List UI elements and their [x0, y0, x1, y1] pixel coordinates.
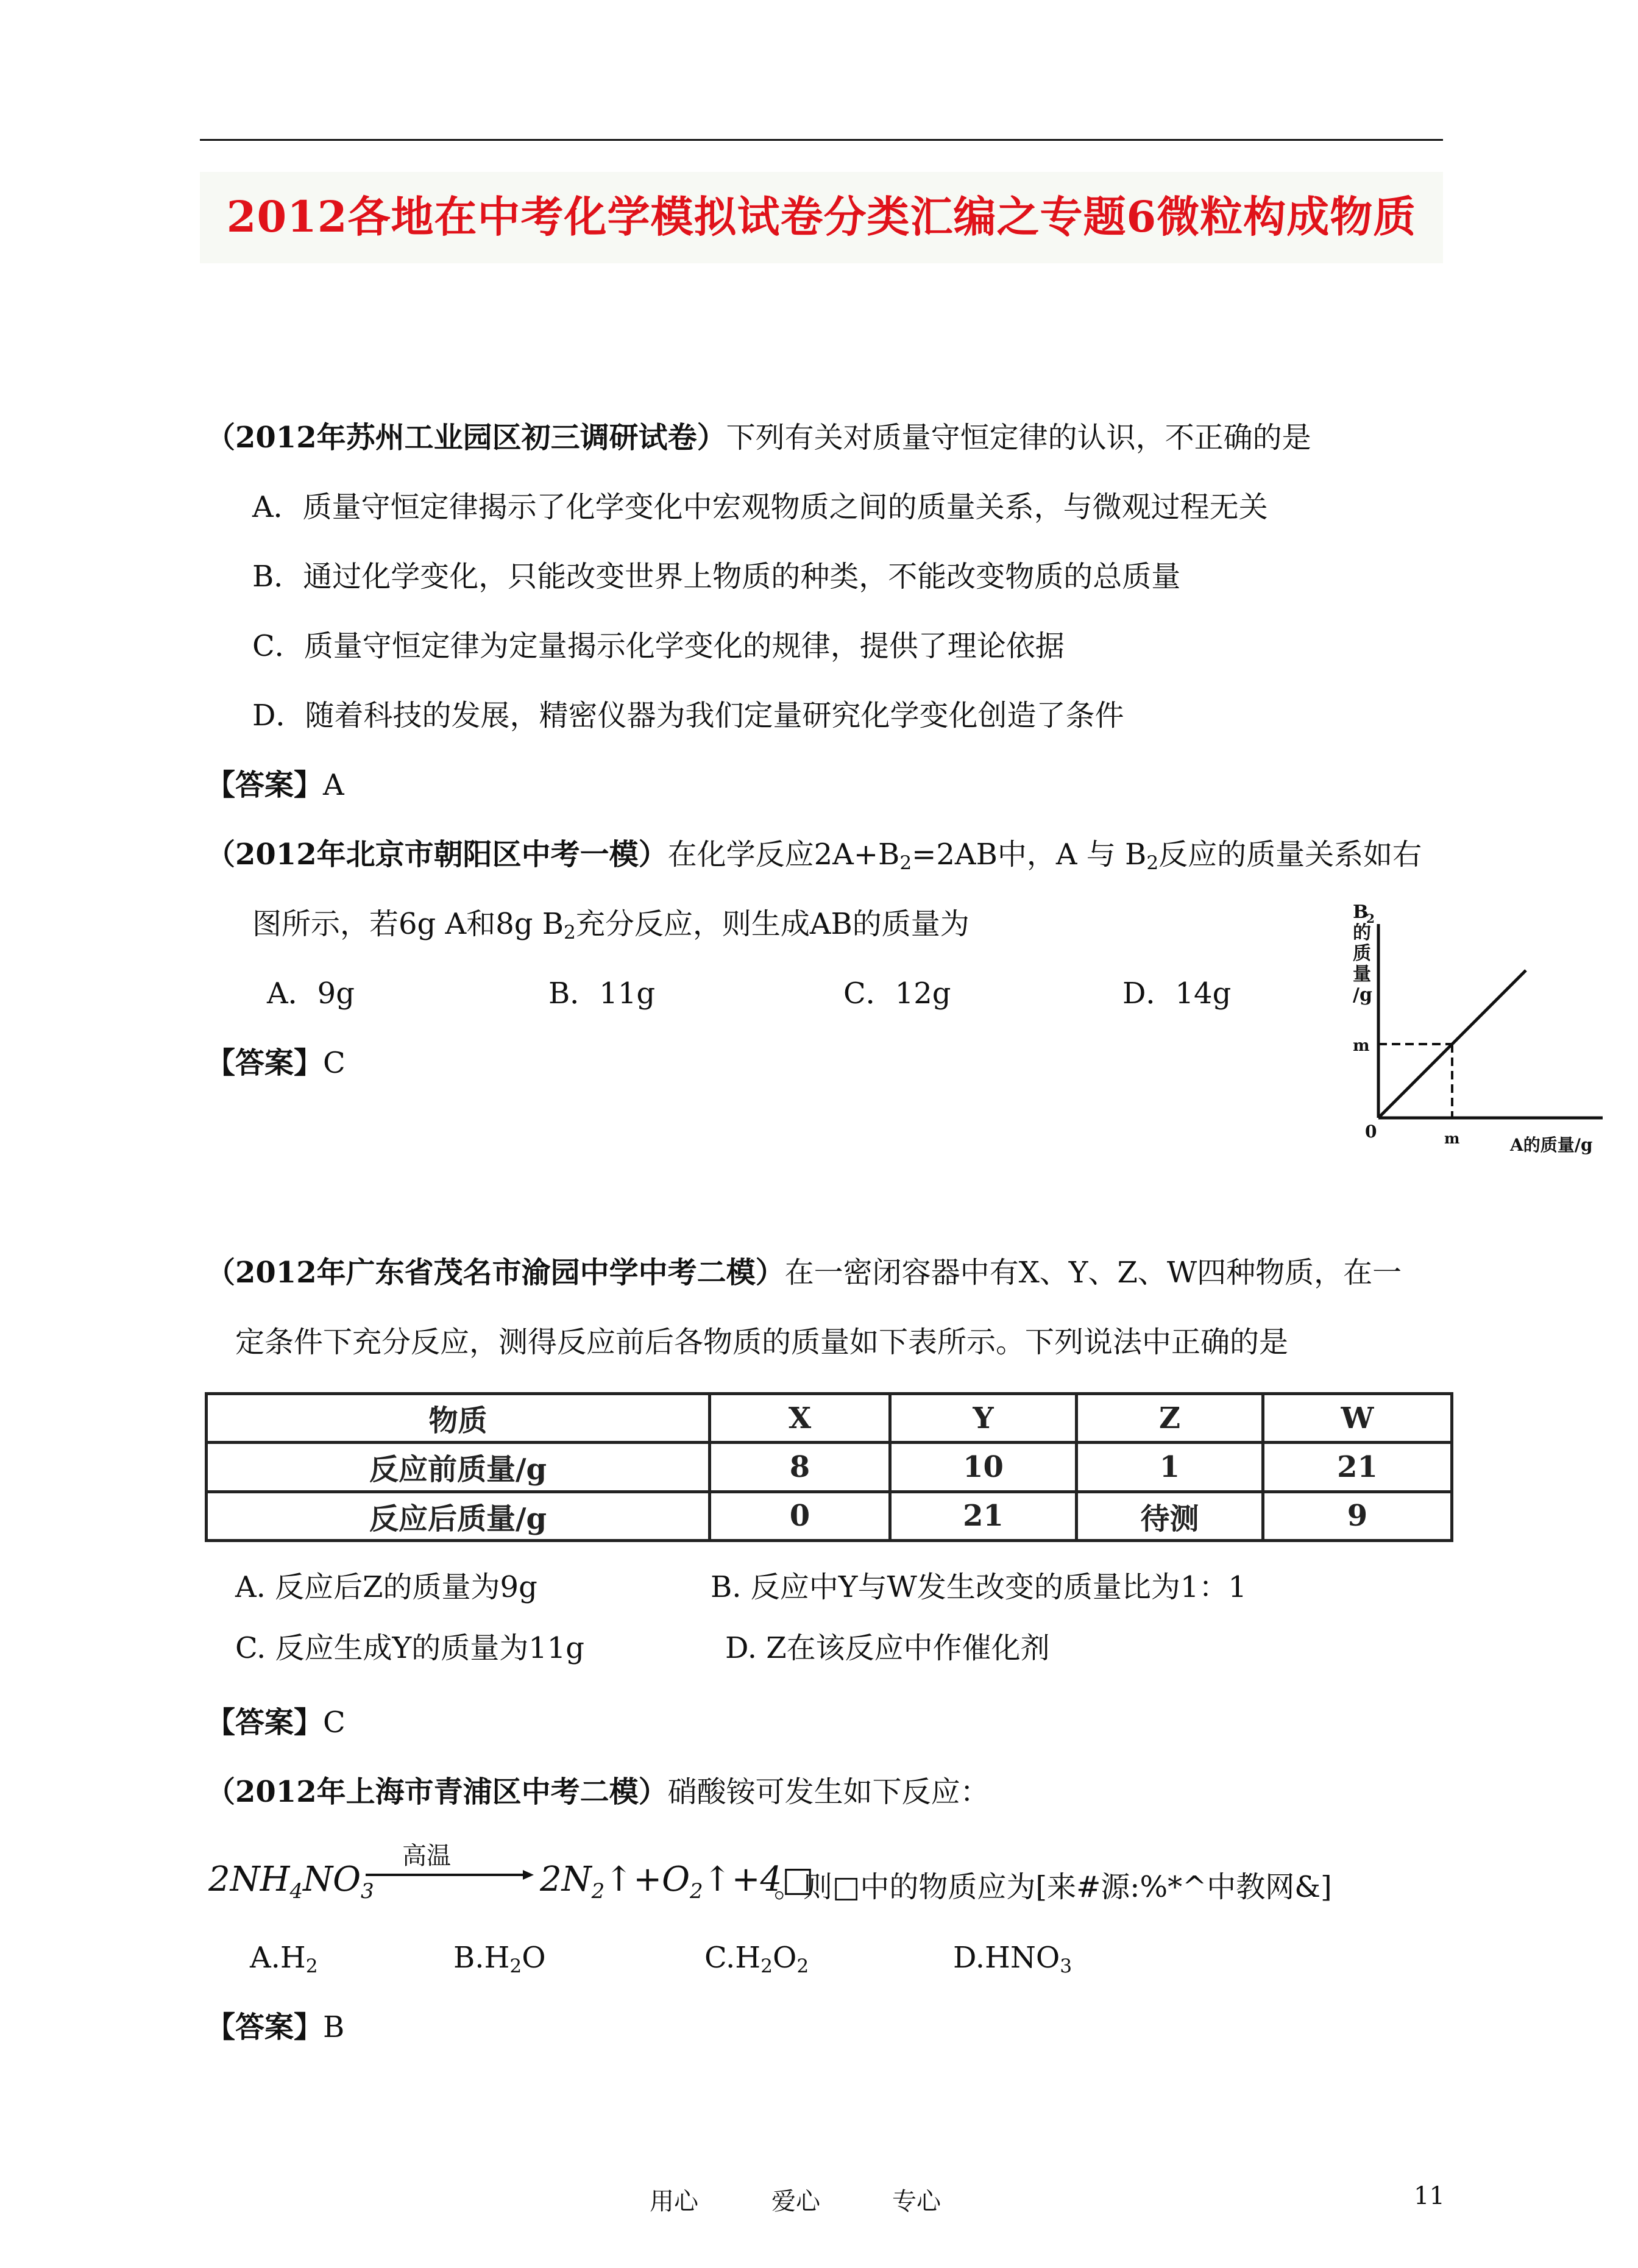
q2-stem-part-c: 反应的质量关系如右 [1158, 837, 1422, 872]
q4-text: 硝酸铵可发生如下反应： [667, 1775, 990, 1809]
footer-item-2: 爱心 [771, 2188, 820, 2216]
q4-option-d-text: D.HNO [953, 1941, 1060, 1975]
q4-option-c-sub: 2 [760, 1955, 773, 1977]
q3-source: （2012年广东省茂名市渝园中学中考二模） [206, 1256, 785, 1290]
table-cell: 21 [890, 1491, 1077, 1540]
q2-sub-2b: 2 [1146, 851, 1159, 874]
chart-y-tick-m: m [1353, 1037, 1370, 1055]
reaction-equation [206, 1835, 815, 1908]
q4-option-a-text: A.H [250, 1941, 306, 1975]
table-header-cell: Z [1077, 1394, 1263, 1443]
table-cell: 21 [1263, 1443, 1452, 1491]
q2-stem-line2 [252, 906, 970, 951]
chart-x-tick-m: m [1444, 1129, 1460, 1147]
q3-option-c: C. 反应生成Y的质量为11g [235, 1631, 585, 1665]
q2-line2-part-a: 图所示，若6g A和8g B [252, 907, 564, 941]
q4-answer-label: 【答案】 [206, 2010, 324, 2044]
q1-answer [206, 767, 344, 803]
q3-stem [206, 1254, 1402, 1291]
table-cell: 反应后质量/g [207, 1491, 710, 1540]
q2-source: （2012年北京市朝阳区中考一模） [206, 837, 668, 872]
eq-right-box: ↑+4□ [703, 1860, 815, 1899]
q2-stem-part-b: =2AB中，A 与 B [912, 837, 1147, 872]
footer-item-3: 专心 [892, 2188, 941, 2216]
table-cell: 0 [710, 1491, 890, 1540]
q1-option-a: A．质量守恒定律揭示了化学变化中宏观物质之间的质量关系，与微观过程无关 [252, 490, 1268, 524]
table-header-cell: Y [890, 1394, 1077, 1443]
footer-item-1: 用心 [650, 2188, 698, 2216]
q2-option-c: C．12g [843, 976, 951, 1011]
q3-answer-value: C [323, 1705, 346, 1740]
chart-y-label-char-4: /g [1353, 984, 1372, 1006]
q3-option-d: D. Z在该反应中作催化剂 [725, 1631, 1050, 1665]
q4-stem [206, 1774, 990, 1810]
q2-sub-2a: 2 [899, 851, 912, 874]
table-header-cell: W [1263, 1394, 1452, 1443]
chart-x-label: A的质量/g [1510, 1135, 1593, 1155]
q3-stem-line2: 定条件下充分反应，测得反应前后各物质的质量如下表所示。下列说法中正确的是 [235, 1325, 1289, 1359]
eq-right [539, 1860, 814, 1904]
table-cell: 9 [1263, 1491, 1452, 1540]
eq-condition: 高温 [402, 1842, 451, 1870]
eq-arrow-head [523, 1870, 534, 1880]
q3-text: 在一密闭容器中有X、Y、Z、W四种物质，在一 [784, 1256, 1402, 1290]
chart-y-label-char-1: 的 [1353, 922, 1371, 944]
eq-left-no: NO [303, 1860, 361, 1899]
q2-stem-part-a: 在化学反应2A+B [667, 837, 900, 872]
q4-option-d-sub: 3 [1060, 1955, 1072, 1977]
q1-answer-value: A [323, 768, 344, 802]
q4-option-c-text: C.H [704, 1941, 761, 1975]
q4-option-c [704, 1939, 809, 1985]
q1-text: 下列有关对质量守恒定律的认识，不正确的是 [726, 421, 1311, 455]
q1-stem [206, 419, 1311, 456]
table-row [207, 1491, 1452, 1540]
q2-option-d: D．14g [1122, 976, 1232, 1011]
table-cell: 反应前质量/g [207, 1443, 710, 1491]
table-cell: 10 [890, 1443, 1077, 1491]
q4-option-b-text: B.H [453, 1941, 510, 1975]
table-header-cell: 物质 [207, 1394, 710, 1443]
q4-answer-value: B [323, 2010, 345, 2044]
chart-y-label-sub: 2 [1366, 911, 1375, 926]
q2-answer-value: C [323, 1046, 346, 1080]
q2-line2-part-b: 充分反应，则生成AB的质量为 [575, 907, 970, 941]
q1-option-d: D．随着科技的发展，精密仪器为我们定量研究化学变化创造了条件 [252, 699, 1124, 733]
table-header-cell: X [710, 1394, 890, 1443]
eq-right-o: ↑+O [604, 1860, 690, 1899]
table-cell: 待测 [1077, 1491, 1263, 1540]
eq-right-sub-2a: 2 [591, 1879, 605, 1904]
q4-option-b-tail: O [522, 1941, 546, 1975]
q3-answer [206, 1704, 346, 1741]
table-header-row [207, 1394, 1452, 1443]
q1-option-c: C．质量守恒定律为定量揭示化学变化的规律，提供了理论依据 [252, 629, 1065, 663]
chart-y-label-char-2: 质 [1353, 943, 1371, 964]
q4-option-a [250, 1939, 318, 1985]
q2-answer-label: 【答案】 [206, 1046, 324, 1080]
q4-option-b-sub: 2 [509, 1955, 522, 1977]
q4-after-equation: 。则□中的物质应为[来#源:%*^中教网&] [774, 1870, 1332, 1904]
q2-sub-2c: 2 [564, 921, 576, 944]
q2-stem [206, 836, 1422, 881]
b2-vs-a-mass-chart [1328, 896, 1621, 1155]
header-rule [200, 139, 1443, 141]
table-cell: 1 [1077, 1443, 1263, 1491]
q2-option-a: A．9g [267, 976, 355, 1011]
eq-left-sub-3: 3 [361, 1879, 374, 1904]
q4-option-b [453, 1939, 546, 1985]
q4-option-c-tail: O [772, 1941, 797, 1975]
q4-source: （2012年上海市青浦区中考二模） [206, 1775, 668, 1809]
chart-y-label-b: B [1353, 901, 1369, 923]
q3-option-a: A. 反应后Z的质量为9g [235, 1570, 537, 1604]
q3-answer-label: 【答案】 [206, 1705, 324, 1740]
q2-answer [206, 1045, 346, 1081]
chart-y-label-char-3: 量 [1353, 964, 1371, 985]
q1-answer-label: 【答案】 [206, 768, 324, 802]
chart-origin: 0 [1365, 1122, 1377, 1142]
q4-option-a-sub: 2 [305, 1955, 318, 1977]
eq-left-sub-4: 4 [289, 1879, 303, 1904]
q4-option-c-sub2: 2 [796, 1955, 809, 1977]
q4-answer [206, 2009, 344, 2046]
q1-option-b: B．通过化学变化，只能改变世界上物质的种类，不能改变物质的总质量 [252, 560, 1181, 594]
q2-option-b: B．11g [548, 976, 656, 1011]
eq-right-sub-2b: 2 [690, 1879, 703, 1904]
page-number: 11 [1414, 2182, 1445, 2210]
q4-option-d [953, 1939, 1072, 1985]
q3-option-b: B. 反应中Y与W发生改变的质量比为1：1 [711, 1570, 1247, 1604]
table-row [207, 1443, 1452, 1491]
table-cell: 8 [710, 1443, 890, 1491]
eq-left-nh: 2NH [208, 1860, 290, 1899]
eq-right-n: 2N [540, 1860, 592, 1899]
q1-source: （2012年苏州工业园区初三调研试卷） [206, 421, 726, 455]
q3-mass-table [205, 1392, 1453, 1542]
document-title: 2012各地在中考化学模拟试卷分类汇编之专题6微粒构成物质 [226, 191, 1417, 242]
eq-left [208, 1860, 374, 1904]
